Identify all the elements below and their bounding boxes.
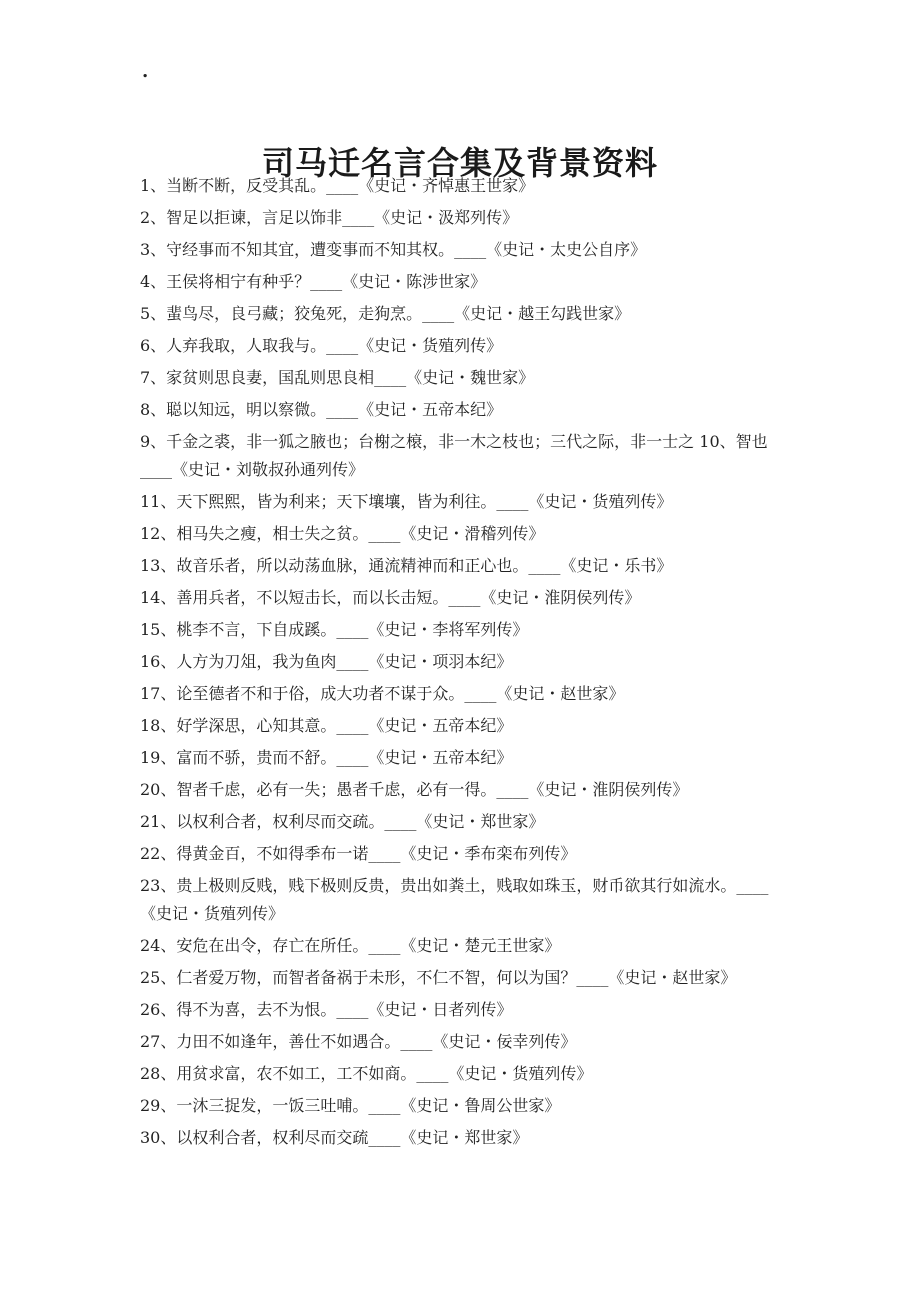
quote-item-2: 2、智足以拒谏，言足以饰非____《史记・汲郑列传》 [140,208,519,227]
quote-item-12: 12、相马失之瘦，相士失之贫。____《史记・滑稽列传》 [140,524,545,543]
quote-item-29: 29、一沐三捉发，一饭三吐哺。____《史记・鲁周公世家》 [140,1096,561,1115]
quote-item-21: 21、以权利合者，权利尽而交疏。____《史记・郑世家》 [140,812,545,831]
quote-item-16: 16、人方为刀俎，我为鱼肉____《史记・项羽本纪》 [140,652,513,671]
quote-item-28: 28、用贫求富，农不如工，工不如商。____《史记・货殖列传》 [140,1064,593,1083]
quote-item-25: 25、仁者爱万物，而智者备祸于未形，不仁不智，何以为国？____《史记・赵世家》 [140,968,737,987]
quote-item-13: 13、故音乐者，所以动荡血脉，通流精神而和正心也。____《史记・乐书》 [140,556,673,575]
quote-item-11: 11、天下熙熙，皆为利来；天下壤壤，皆为利往。____《史记・货殖列传》 [140,492,673,511]
quote-list [140,172,785,1156]
quote-item-1: 1、当断不断，反受其乱。____《史记・齐悼惠王世家》 [140,176,535,195]
quote-item-14: 14、善用兵者，不以短击长，而以长击短。____《史记・淮阴侯列传》 [140,588,641,607]
quote-item-24: 24、安危在出令，存亡在所任。____《史记・楚元王世家》 [140,936,561,955]
quote-item-4: 4、王侯将相宁有种乎？____《史记・陈涉世家》 [140,272,487,291]
page-title: 司马迁名言合集及背景资料 [261,144,658,183]
quote-item-9: 9、千金之裘，非一狐之腋也；台榭之榱，非一木之枝也；三代之际，非一士之 10、智也____《史记・刘敬叔孙通列传》 [140,432,768,479]
quote-item-8: 8、聪以知远，明以察微。____《史记・五帝本纪》 [140,400,503,419]
quote-item-30: 30、以权利合者，权利尽而交疏____《史记・郑世家》 [140,1128,529,1147]
quote-item-5: 5、蜚鸟尽，良弓藏；狡兔死，走狗烹。____《史记・越王勾践世家》 [140,304,631,323]
quote-item-18: 18、好学深思，心知其意。____《史记・五帝本纪》 [140,716,513,735]
quote-item-19: 19、富而不骄，贵而不舒。____《史记・五帝本纪》 [140,748,513,767]
corner-dot: . [142,61,149,82]
quote-item-27: 27、力田不如逢年，善仕不如遇合。____《史记・佞幸列传》 [140,1032,577,1051]
quote-item-23: 23、贵上极则反贱，贱下极则反贵，贵出如粪土，贱取如珠玉，财币欲其行如流水。____《史记・货殖列传》 [140,876,769,923]
quote-item-20: 20、智者千虑，必有一失；愚者千虑，必有一得。____《史记・淮阴侯列传》 [140,780,689,799]
quote-item-7: 7、家贫则思良妻，国乱则思良相____《史记・魏世家》 [140,368,535,387]
quote-item-6: 6、人弃我取，人取我与。____《史记・货殖列传》 [140,336,503,355]
quote-item-15: 15、桃李不言，下自成蹊。____《史记・李将军列传》 [140,620,529,639]
quote-item-22: 22、得黄金百，不如得季布一诺____《史记・季布栾布列传》 [140,844,577,863]
quote-item-17: 17、论至德者不和于俗，成大功者不谋于众。____《史记・赵世家》 [140,684,625,703]
quote-item-26: 26、得不为喜，去不为恨。____《史记・日者列传》 [140,1000,513,1019]
quote-item-3: 3、守经事而不知其宜，遭变事而不知其权。____《史记・太史公自序》 [140,240,647,259]
